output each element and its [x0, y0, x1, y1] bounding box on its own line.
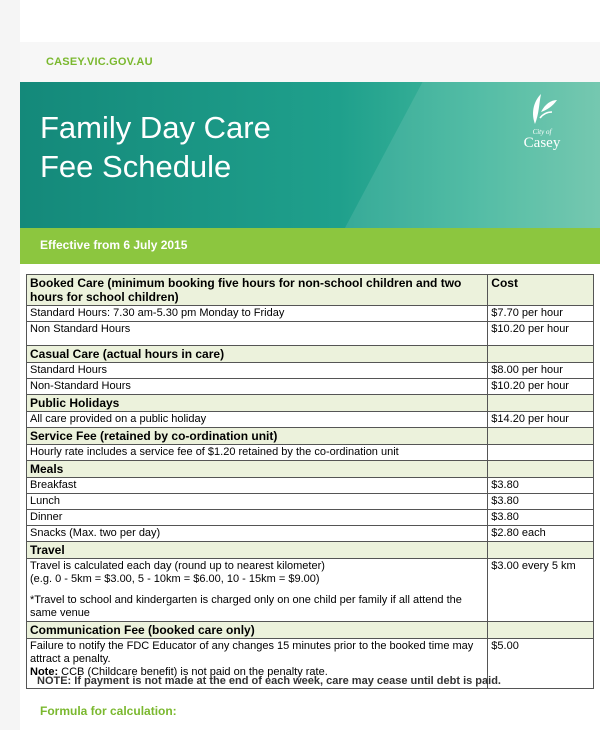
row-cost: $3.80 [488, 494, 594, 510]
title-line-2: Fee Schedule [40, 149, 232, 184]
table-row [27, 412, 594, 428]
row-description: All care provided on a public holiday [27, 412, 488, 428]
travel-heading: Travel [27, 542, 488, 559]
section-heading-service-fee [27, 428, 594, 445]
casual-care-heading: Casual Care (actual hours in care) [27, 346, 488, 363]
title-line-1: Family Day Care [40, 110, 271, 145]
table-row [27, 494, 594, 510]
note-label: Note: [30, 666, 59, 678]
row-cost: $3.80 [488, 478, 594, 494]
booked-care-heading: Booked Care (minimum booking five hours for non-school children and two hours for school children) [27, 275, 488, 306]
effective-date: Effective from 6 July 2015 [40, 238, 188, 252]
row-description: Lunch [27, 494, 488, 510]
table-row [27, 379, 594, 395]
row-cost: $2.80 each [488, 526, 594, 542]
row-description: Dinner [27, 510, 488, 526]
leaf-logo-icon [525, 92, 559, 126]
communication-fee-heading: Communication Fee (booked care only) [27, 622, 488, 639]
table-row [27, 445, 594, 461]
table-row [27, 478, 594, 494]
table-row [27, 526, 594, 542]
city-of-casey-logo [512, 92, 572, 151]
section-heading-casual-care [27, 346, 594, 363]
row-cost: $10.20 per hour [488, 322, 594, 346]
effective-date-bar [20, 228, 600, 264]
page-title [40, 108, 271, 186]
section-heading-booked-care [27, 275, 594, 306]
section-heading-travel [27, 542, 594, 559]
section-heading-meals [27, 461, 594, 478]
row-description: Hourly rate includes a service fee of $1.20 retained by the co-ordination unit [27, 445, 488, 461]
row-description: Snacks (Max. two per day) [27, 526, 488, 542]
meals-heading: Meals [27, 461, 488, 478]
public-holidays-heading: Public Holidays [27, 395, 488, 412]
service-fee-heading: Service Fee (retained by co-ordination unit) [27, 428, 488, 445]
section-heading-communication-fee [27, 622, 594, 639]
heading-cost-empty [488, 346, 594, 363]
heading-cost-empty [488, 461, 594, 478]
row-cost: $3.80 [488, 510, 594, 526]
logo-name-text: Casey [523, 135, 561, 151]
table-row [27, 306, 594, 322]
travel-line-2: (e.g. 0 - 5km = $3.00, 5 - 10km = $6.00, 10 - 15km = $9.00) [30, 573, 320, 585]
table-row [27, 559, 594, 622]
row-cost: $8.00 per hour [488, 363, 594, 379]
travel-line-3: *Travel to school and kindergarten is charged only on one child per family if all attend the same venue [30, 594, 462, 619]
table-row [27, 322, 594, 346]
row-cost: $14.20 per hour [488, 412, 594, 428]
table-row [27, 363, 594, 379]
row-cost [488, 445, 594, 461]
row-description: Non-Standard Hours [27, 379, 488, 395]
communication-line-1: Failure to notify the FDC Educator of any changes 15 minutes prior to the booked time may attract a penalty. [30, 640, 474, 665]
top-bar [20, 42, 600, 82]
document-page [20, 0, 600, 730]
payment-note: NOTE: If payment is not made at the end of each week, care may cease until debt is paid. [37, 675, 501, 687]
section-heading-public-holidays [27, 395, 594, 412]
travel-line-1: Travel is calculated each day (round up to nearest kilometer) [30, 560, 325, 572]
row-description [27, 559, 488, 622]
site-url[interactable]: CASEY.VIC.GOV.AU [46, 56, 153, 68]
cost-column-heading: Cost [488, 275, 594, 306]
row-description: Standard Hours [27, 363, 488, 379]
formula-heading: Formula for calculation: [40, 704, 177, 718]
row-cost: $5.00 [488, 639, 594, 689]
title-banner [20, 82, 600, 228]
logo-city-text: City of [532, 128, 552, 136]
row-description-text: Non Standard Hours [30, 323, 131, 335]
heading-cost-empty [488, 542, 594, 559]
row-description: Breakfast [27, 478, 488, 494]
row-cost: $3.00 every 5 km [488, 559, 594, 622]
fee-schedule-table [26, 274, 594, 689]
row-description: Standard Hours: 7.30 am-5.30 pm Monday to Friday [27, 306, 488, 322]
note-text: CCB (Childcare benefit) is not paid on the penalty rate. [58, 666, 328, 678]
heading-cost-empty [488, 622, 594, 639]
table-row [27, 510, 594, 526]
row-cost: $10.20 per hour [488, 379, 594, 395]
heading-cost-empty [488, 395, 594, 412]
row-description [27, 322, 488, 346]
heading-cost-empty [488, 428, 594, 445]
row-cost: $7.70 per hour [488, 306, 594, 322]
